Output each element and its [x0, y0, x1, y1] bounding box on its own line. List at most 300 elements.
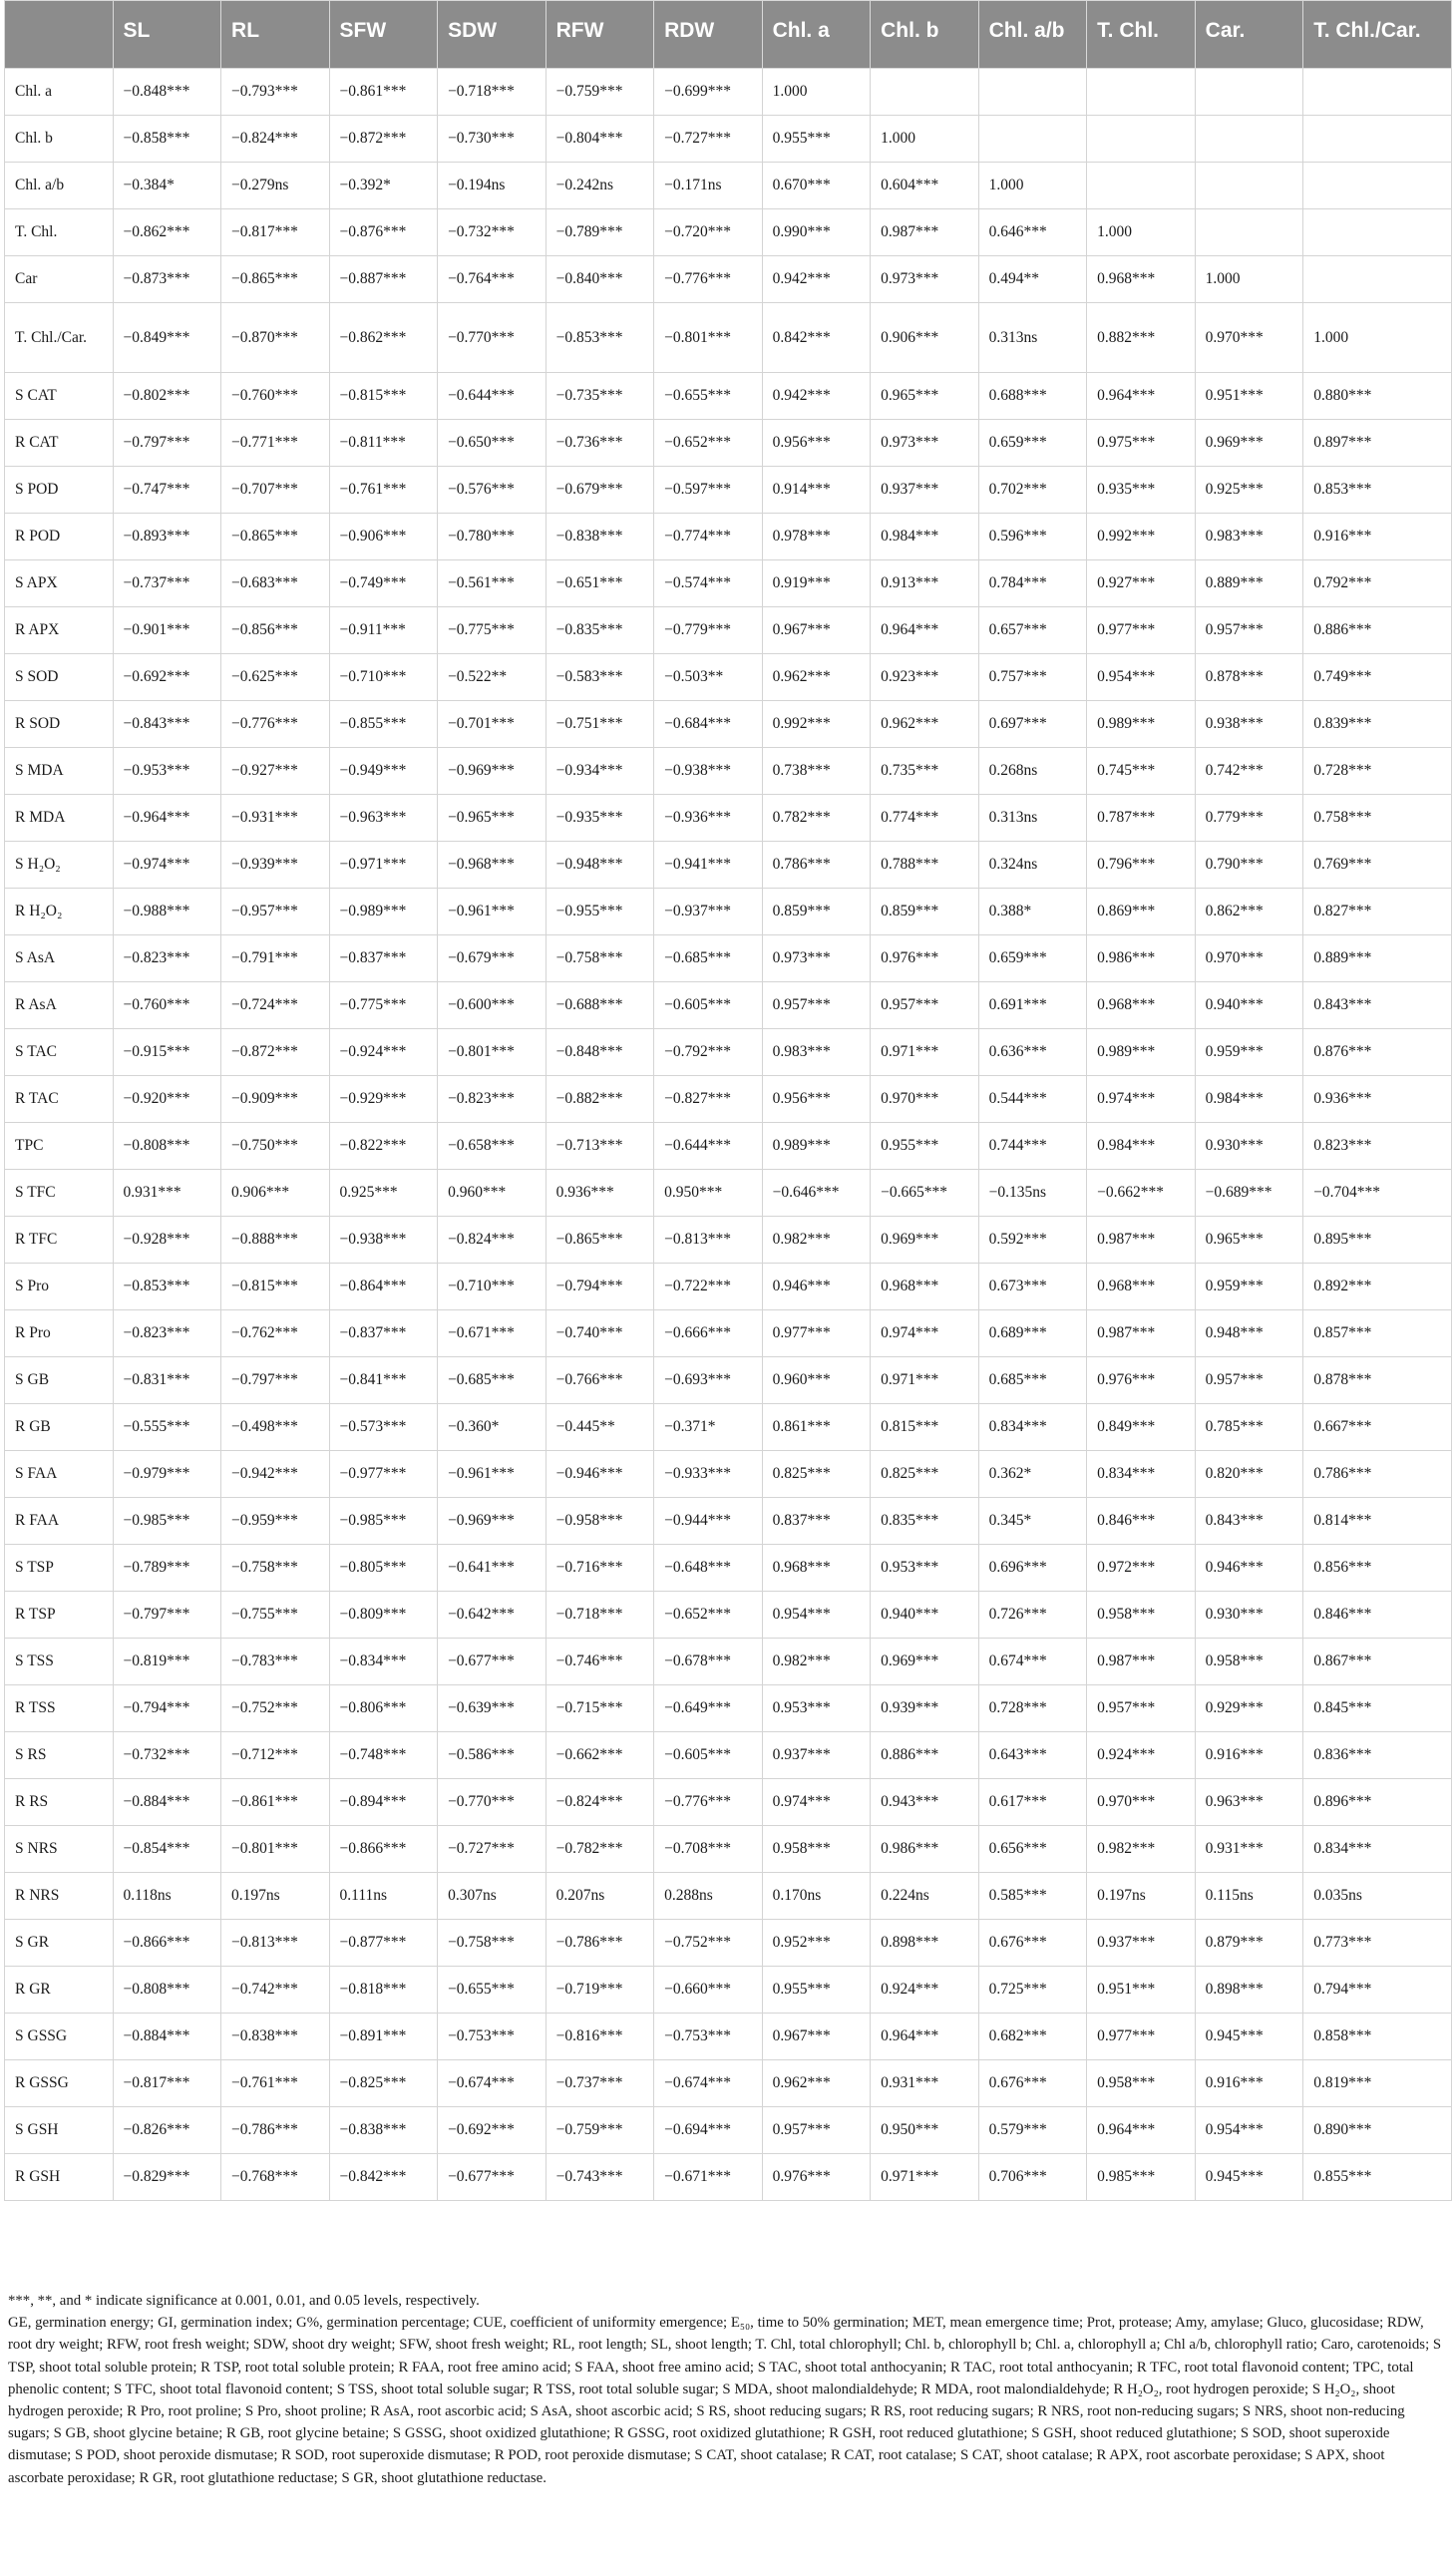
- table-cell: −0.979***: [113, 1451, 221, 1498]
- table-cell: 0.951***: [1087, 1967, 1196, 2014]
- table-cell: −0.758***: [221, 1545, 330, 1592]
- table-cell: −0.838***: [221, 2014, 330, 2060]
- table-cell: −0.806***: [329, 1685, 438, 1732]
- table-cell: 0.960***: [762, 1357, 871, 1404]
- table-cell: −0.742***: [221, 1967, 330, 2014]
- table-cell: 0.494**: [978, 256, 1087, 303]
- table-cell: 0.976***: [762, 2154, 871, 2201]
- table-cell: 0.977***: [762, 1310, 871, 1357]
- table-cell: 0.898***: [1195, 1967, 1303, 2014]
- table-cell: −0.762***: [221, 1310, 330, 1357]
- table-cell: −0.841***: [329, 1357, 438, 1404]
- row-header: R H₂O₂: [5, 889, 114, 935]
- table-cell: −0.360*: [438, 1404, 546, 1451]
- table-cell: 0.946***: [1195, 1545, 1303, 1592]
- table-cell: −0.848***: [546, 1029, 654, 1076]
- table-cell: 0.978***: [762, 514, 871, 560]
- table-cell: 0.659***: [978, 420, 1087, 467]
- table-cell: −0.445**: [546, 1404, 654, 1451]
- table-cell: −0.842***: [329, 2154, 438, 2201]
- table-cell: −0.849***: [113, 303, 221, 373]
- table-cell: −0.758***: [438, 1920, 546, 1967]
- table-cell: 0.972***: [1087, 1545, 1196, 1592]
- table-row: [5, 163, 1452, 209]
- table-cell: −0.498***: [221, 1404, 330, 1451]
- table-cell: −0.758***: [546, 935, 654, 982]
- table-cell: 0.758***: [1303, 795, 1452, 842]
- table-cell: 0.942***: [762, 256, 871, 303]
- table-cell: 0.937***: [871, 467, 979, 514]
- table-cell: 0.636***: [978, 1029, 1087, 1076]
- table-cell: 0.956***: [762, 1076, 871, 1123]
- table-cell: −0.817***: [113, 2060, 221, 2107]
- table-cell: −0.671***: [438, 1310, 546, 1357]
- table-cell: −0.937***: [654, 889, 763, 935]
- table-cell: 0.823***: [1303, 1123, 1452, 1170]
- table-cell: 0.207ns: [546, 1873, 654, 1920]
- row-header: R TSS: [5, 1685, 114, 1732]
- table-row: [5, 467, 1452, 514]
- table-cell: −0.679***: [438, 935, 546, 982]
- table-cell: 0.735***: [871, 748, 979, 795]
- table-cell: 0.957***: [871, 982, 979, 1029]
- table-cell: 0.982***: [762, 1639, 871, 1685]
- table-cell: −0.957***: [221, 889, 330, 935]
- table-row: [5, 748, 1452, 795]
- table-cell: 0.964***: [1087, 2107, 1196, 2154]
- table-cell: 0.579***: [978, 2107, 1087, 2154]
- table-cell: 0.959***: [1195, 1029, 1303, 1076]
- table-cell: 0.987***: [1087, 1217, 1196, 1264]
- table-cell: −0.648***: [654, 1545, 763, 1592]
- table-cell: −0.843***: [113, 701, 221, 748]
- table-cell: 0.728***: [1303, 748, 1452, 795]
- table-cell: 0.952***: [762, 1920, 871, 1967]
- table-cell: −0.685***: [438, 1357, 546, 1404]
- table-body: [5, 69, 1452, 2201]
- table-cell: 0.889***: [1195, 560, 1303, 607]
- table-cell: −0.835***: [546, 607, 654, 654]
- table-cell: 0.964***: [871, 2014, 979, 2060]
- table-cell: −0.135ns: [978, 1170, 1087, 1217]
- table-row: [5, 2014, 1452, 2060]
- table-cell: −0.692***: [438, 2107, 546, 2154]
- table-cell: −0.977***: [329, 1451, 438, 1498]
- row-header: R SOD: [5, 701, 114, 748]
- table-cell: 0.950***: [654, 1170, 763, 1217]
- table-cell: −0.600***: [438, 982, 546, 1029]
- table-cell: 0.958***: [1087, 1592, 1196, 1639]
- table-cell: 0.879***: [1195, 1920, 1303, 1967]
- table-cell: 0.968***: [762, 1545, 871, 1592]
- table-row: [5, 303, 1452, 373]
- row-header: S SOD: [5, 654, 114, 701]
- table-cell: −0.818***: [329, 1967, 438, 2014]
- table-cell: −0.671***: [654, 2154, 763, 2201]
- table-cell: −0.829***: [113, 2154, 221, 2201]
- table-cell: 0.916***: [1195, 1732, 1303, 1779]
- significance-note: ***, **, and * indicate significance at 0.001, 0.01, and 0.05 levels, respectively.: [8, 2293, 480, 2309]
- table-cell: 0.982***: [1087, 1826, 1196, 1873]
- table-cell: −0.856***: [221, 607, 330, 654]
- table-cell: 0.657***: [978, 607, 1087, 654]
- table-cell: −0.694***: [654, 2107, 763, 2154]
- table-cell: 0.945***: [1195, 2154, 1303, 2201]
- table-cell: −0.776***: [221, 701, 330, 748]
- table-cell: 0.953***: [871, 1545, 979, 1592]
- column-header: Chl. a/b: [978, 1, 1087, 69]
- row-header: S TSP: [5, 1545, 114, 1592]
- table-cell: −0.815***: [221, 1264, 330, 1310]
- table-cell: −0.761***: [221, 2060, 330, 2107]
- table-cell: 0.945***: [1195, 2014, 1303, 2060]
- table-cell: −0.865***: [221, 514, 330, 560]
- column-header: Car.: [1195, 1, 1303, 69]
- table-cell: 0.757***: [978, 654, 1087, 701]
- table-cell: 0.702***: [978, 467, 1087, 514]
- table-cell: 0.987***: [871, 209, 979, 256]
- table-cell: −0.642***: [438, 1592, 546, 1639]
- table-cell: 0.974***: [1087, 1076, 1196, 1123]
- table-cell: −0.639***: [438, 1685, 546, 1732]
- row-header: S TFC: [5, 1170, 114, 1217]
- table-cell: −0.837***: [329, 935, 438, 982]
- table-cell: 0.324ns: [978, 842, 1087, 889]
- table-cell: −0.974***: [113, 842, 221, 889]
- table-cell: 0.913***: [871, 560, 979, 607]
- table-cell: 0.964***: [1087, 373, 1196, 420]
- row-header: Chl. b: [5, 116, 114, 163]
- row-header: S CAT: [5, 373, 114, 420]
- table-cell: 0.656***: [978, 1826, 1087, 1873]
- table-cell: 0.886***: [871, 1732, 979, 1779]
- table-row: [5, 560, 1452, 607]
- table-cell: −0.876***: [329, 209, 438, 256]
- table-cell: −0.864***: [329, 1264, 438, 1310]
- table-cell: −0.683***: [221, 560, 330, 607]
- table-cell: −0.652***: [654, 420, 763, 467]
- row-header: S RS: [5, 1732, 114, 1779]
- column-header: SDW: [438, 1, 546, 69]
- table-cell: −0.555***: [113, 1404, 221, 1451]
- table-cell: 0.856***: [1303, 1545, 1452, 1592]
- table-cell: 0.958***: [762, 1826, 871, 1873]
- table-cell: 0.839***: [1303, 701, 1452, 748]
- table-cell: −0.646***: [762, 1170, 871, 1217]
- table-cell: 0.676***: [978, 2060, 1087, 2107]
- column-header: Chl. b: [871, 1, 979, 69]
- table-cell: −0.737***: [546, 2060, 654, 2107]
- row-header: S NRS: [5, 1826, 114, 1873]
- row-header: R Pro: [5, 1310, 114, 1357]
- table-cell: 0.968***: [871, 1264, 979, 1310]
- table-cell: −0.805***: [329, 1545, 438, 1592]
- table-cell: −0.920***: [113, 1076, 221, 1123]
- table-cell: −0.816***: [546, 2014, 654, 2060]
- table-cell: 0.950***: [871, 2107, 979, 2154]
- table-cell: [1303, 163, 1452, 209]
- table-cell: [1303, 256, 1452, 303]
- table-cell: −0.171ns: [654, 163, 763, 209]
- table-cell: −0.727***: [438, 1826, 546, 1873]
- table-cell: 0.931***: [1195, 1826, 1303, 1873]
- table-cell: 1.000: [1303, 303, 1452, 373]
- table-cell: −0.838***: [546, 514, 654, 560]
- table-cell: −0.958***: [546, 1498, 654, 1545]
- table-cell: −0.941***: [654, 842, 763, 889]
- table-cell: 0.976***: [1087, 1357, 1196, 1404]
- table-cell: −0.736***: [546, 420, 654, 467]
- table-cell: 0.878***: [1303, 1357, 1452, 1404]
- table-cell: −0.873***: [113, 256, 221, 303]
- table-cell: −0.894***: [329, 1779, 438, 1826]
- table-cell: −0.776***: [654, 1779, 763, 1826]
- table-cell: 1.000: [762, 69, 871, 116]
- table-cell: −0.823***: [113, 1310, 221, 1357]
- table-cell: −0.888***: [221, 1217, 330, 1264]
- table-cell: −0.797***: [113, 1592, 221, 1639]
- table-row: [5, 1639, 1452, 1685]
- table-cell: −0.759***: [546, 2107, 654, 2154]
- table-cell: 0.691***: [978, 982, 1087, 1029]
- row-header: R APX: [5, 607, 114, 654]
- table-cell: 0.986***: [1087, 935, 1196, 982]
- table-cell: −0.813***: [654, 1217, 763, 1264]
- table-cell: 0.939***: [871, 1685, 979, 1732]
- table-cell: −0.861***: [329, 69, 438, 116]
- table-cell: −0.716***: [546, 1545, 654, 1592]
- table-cell: −0.794***: [113, 1685, 221, 1732]
- table-row: [5, 1170, 1452, 1217]
- table-cell: −0.882***: [546, 1076, 654, 1123]
- table-cell: −0.574***: [654, 560, 763, 607]
- table-cell: −0.692***: [113, 654, 221, 701]
- row-header: R POD: [5, 514, 114, 560]
- table-cell: 1.000: [1087, 209, 1196, 256]
- table-cell: −0.901***: [113, 607, 221, 654]
- table-cell: 0.956***: [762, 420, 871, 467]
- table-cell: −0.872***: [221, 1029, 330, 1076]
- table-cell: −0.760***: [113, 982, 221, 1029]
- row-header: S AsA: [5, 935, 114, 982]
- table-cell: 0.954***: [1087, 654, 1196, 701]
- table-cell: −0.948***: [546, 842, 654, 889]
- table-cell: 0.963***: [1195, 1779, 1303, 1826]
- table-cell: −0.707***: [221, 467, 330, 514]
- table-cell: 0.929***: [1195, 1685, 1303, 1732]
- table-cell: −0.884***: [113, 2014, 221, 2060]
- table-cell: 0.834***: [1087, 1451, 1196, 1498]
- table-cell: 0.923***: [871, 654, 979, 701]
- table-cell: −0.866***: [329, 1826, 438, 1873]
- table-row: [5, 795, 1452, 842]
- table-cell: −0.789***: [113, 1545, 221, 1592]
- table-row: [5, 373, 1452, 420]
- table-cell: 0.983***: [762, 1029, 871, 1076]
- table-cell: −0.678***: [654, 1639, 763, 1685]
- table-cell: 0.906***: [871, 303, 979, 373]
- table-cell: −0.826***: [113, 2107, 221, 2154]
- table-cell: 0.967***: [762, 2014, 871, 2060]
- table-cell: 0.835***: [871, 1498, 979, 1545]
- table-cell: −0.969***: [438, 748, 546, 795]
- table-cell: [871, 69, 979, 116]
- table-cell: 0.957***: [762, 2107, 871, 2154]
- table-cell: 0.958***: [1087, 2060, 1196, 2107]
- table-cell: 0.825***: [762, 1451, 871, 1498]
- table-cell: 0.965***: [1195, 1217, 1303, 1264]
- table-cell: −0.730***: [438, 116, 546, 163]
- table-cell: 0.985***: [1087, 2154, 1196, 2201]
- table-cell: −0.935***: [546, 795, 654, 842]
- table-cell: −0.963***: [329, 795, 438, 842]
- table-cell: −0.761***: [329, 467, 438, 514]
- table-cell: 0.585***: [978, 1873, 1087, 1920]
- table-cell: −0.969***: [438, 1498, 546, 1545]
- table-cell: 0.990***: [762, 209, 871, 256]
- table-cell: 0.307ns: [438, 1873, 546, 1920]
- table-cell: 0.685***: [978, 1357, 1087, 1404]
- table-cell: −0.712***: [221, 1732, 330, 1779]
- table-cell: −0.786***: [221, 2107, 330, 2154]
- table-cell: −0.371*: [654, 1404, 763, 1451]
- table-cell: −0.813***: [221, 1920, 330, 1967]
- table-cell: 0.916***: [1303, 514, 1452, 560]
- table-cell: 0.843***: [1303, 982, 1452, 1029]
- row-header: Chl. a/b: [5, 163, 114, 209]
- row-header: TPC: [5, 1123, 114, 1170]
- table-cell: 0.936***: [1303, 1076, 1452, 1123]
- table-cell: 0.861***: [762, 1404, 871, 1451]
- table-cell: −0.605***: [654, 982, 763, 1029]
- table-cell: 0.984***: [1195, 1076, 1303, 1123]
- table-cell: 0.742***: [1195, 748, 1303, 795]
- row-header: R FAA: [5, 1498, 114, 1545]
- table-cell: 0.955***: [762, 1967, 871, 2014]
- table-cell: −0.840***: [546, 256, 654, 303]
- table-cell: 0.834***: [978, 1404, 1087, 1451]
- table-cell: −0.933***: [654, 1451, 763, 1498]
- row-header: R GSH: [5, 2154, 114, 2201]
- table-cell: 0.224ns: [871, 1873, 979, 1920]
- table-cell: −0.968***: [438, 842, 546, 889]
- table-cell: −0.801***: [438, 1029, 546, 1076]
- table-cell: 0.788***: [871, 842, 979, 889]
- table-cell: −0.666***: [654, 1310, 763, 1357]
- table-cell: −0.988***: [113, 889, 221, 935]
- table-cell: 0.953***: [762, 1685, 871, 1732]
- table-cell: 0.974***: [762, 1779, 871, 1826]
- table-cell: 0.971***: [871, 2154, 979, 2201]
- table-cell: −0.949***: [329, 748, 438, 795]
- table-cell: 0.969***: [1195, 420, 1303, 467]
- table-cell: −0.791***: [221, 935, 330, 982]
- table-cell: 0.197ns: [221, 1873, 330, 1920]
- table-cell: −0.503**: [654, 654, 763, 701]
- table-cell: −0.831***: [113, 1357, 221, 1404]
- table-cell: 0.951***: [1195, 373, 1303, 420]
- table-cell: 0.931***: [871, 2060, 979, 2107]
- table-cell: −0.674***: [438, 2060, 546, 2107]
- table-cell: −0.753***: [438, 2014, 546, 2060]
- table-row: [5, 1310, 1452, 1357]
- table-cell: 0.876***: [1303, 1029, 1452, 1076]
- table-cell: 0.974***: [871, 1310, 979, 1357]
- table-cell: 0.992***: [762, 701, 871, 748]
- table-cell: 0.846***: [1303, 1592, 1452, 1639]
- table-cell: −0.770***: [438, 303, 546, 373]
- table-cell: 0.857***: [1303, 1310, 1452, 1357]
- row-header: S TSS: [5, 1639, 114, 1685]
- table-cell: 0.970***: [1195, 303, 1303, 373]
- table-cell: 0.779***: [1195, 795, 1303, 842]
- table-cell: −0.964***: [113, 795, 221, 842]
- table-cell: 0.895***: [1303, 1217, 1452, 1264]
- table-cell: −0.808***: [113, 1123, 221, 1170]
- table-cell: −0.931***: [221, 795, 330, 842]
- table-cell: −0.522**: [438, 654, 546, 701]
- table-cell: 0.815***: [871, 1404, 979, 1451]
- table-cell: 0.968***: [1087, 1264, 1196, 1310]
- table-cell: [1195, 209, 1303, 256]
- table-row: [5, 1779, 1452, 1826]
- table-cell: 0.785***: [1195, 1404, 1303, 1451]
- table-cell: 0.728***: [978, 1685, 1087, 1732]
- table-cell: −0.911***: [329, 607, 438, 654]
- column-header: RDW: [654, 1, 763, 69]
- table-cell: −0.801***: [221, 1826, 330, 1873]
- table-cell: −0.855***: [329, 701, 438, 748]
- table-cell: −0.893***: [113, 514, 221, 560]
- table-cell: −0.768***: [221, 2154, 330, 2201]
- row-header: S GR: [5, 1920, 114, 1967]
- row-header: Chl. a: [5, 69, 114, 116]
- table-cell: 0.940***: [871, 1592, 979, 1639]
- table-cell: 0.973***: [871, 256, 979, 303]
- row-header: S GB: [5, 1357, 114, 1404]
- table-cell: 1.000: [871, 116, 979, 163]
- table-cell: −0.677***: [438, 1639, 546, 1685]
- table-cell: 0.927***: [1087, 560, 1196, 607]
- table-cell: −0.775***: [438, 607, 546, 654]
- table-cell: −0.771***: [221, 420, 330, 467]
- table-cell: 0.769***: [1303, 842, 1452, 889]
- table-cell: 0.118ns: [113, 1873, 221, 1920]
- table-cell: 0.696***: [978, 1545, 1087, 1592]
- table-cell: −0.750***: [221, 1123, 330, 1170]
- table-cell: −0.797***: [221, 1357, 330, 1404]
- table-cell: 0.976***: [871, 935, 979, 982]
- table-cell: 0.197ns: [1087, 1873, 1196, 1920]
- table-cell: −0.928***: [113, 1217, 221, 1264]
- table-cell: −0.658***: [438, 1123, 546, 1170]
- table-cell: −0.870***: [221, 303, 330, 373]
- table-cell: 0.946***: [762, 1264, 871, 1310]
- table-cell: −0.644***: [654, 1123, 763, 1170]
- row-header: S FAA: [5, 1451, 114, 1498]
- table-cell: 0.969***: [871, 1639, 979, 1685]
- table-cell: −0.759***: [546, 69, 654, 116]
- table-cell: −0.597***: [654, 467, 763, 514]
- table-cell: −0.965***: [438, 795, 546, 842]
- table-cell: −0.938***: [329, 1217, 438, 1264]
- table-cell: −0.942***: [221, 1451, 330, 1498]
- table-cell: 0.689***: [978, 1310, 1087, 1357]
- table-cell: −0.939***: [221, 842, 330, 889]
- table-cell: [1087, 163, 1196, 209]
- table-cell: −0.822***: [329, 1123, 438, 1170]
- table-cell: 0.604***: [871, 163, 979, 209]
